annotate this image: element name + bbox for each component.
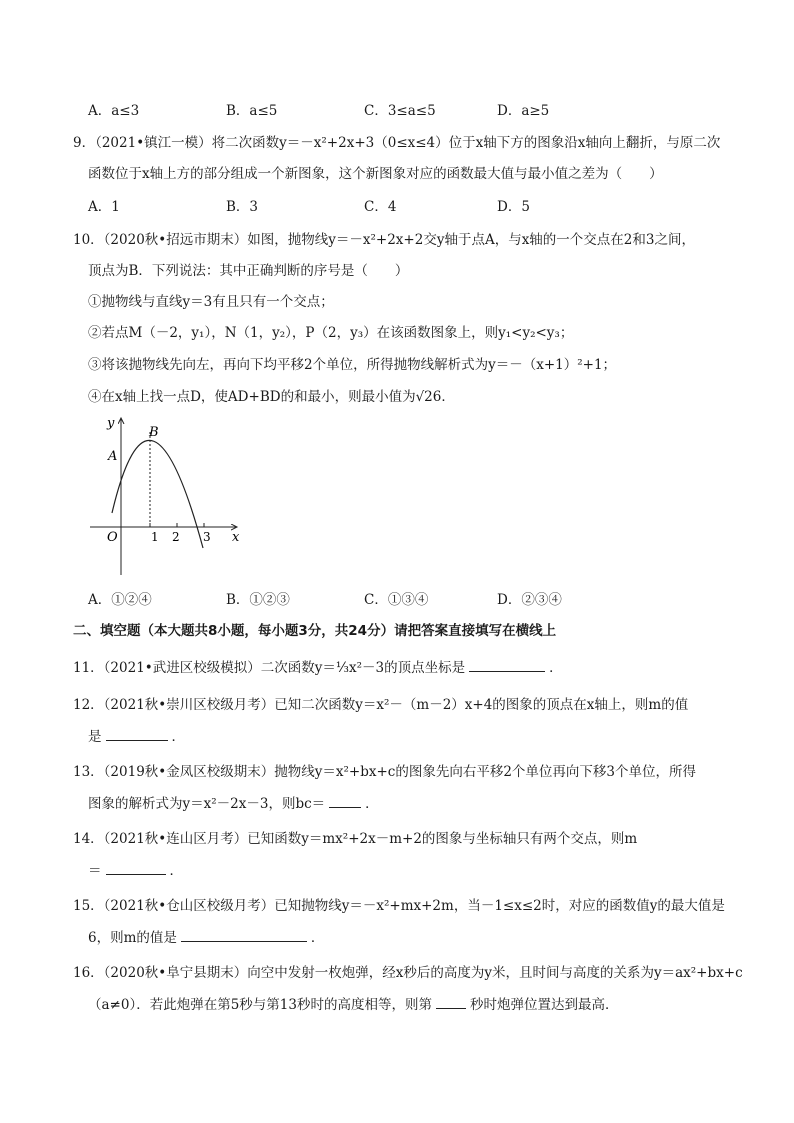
tick-label-2: 2 [172, 530, 180, 544]
q10-option-d: D．②③④ [497, 592, 562, 608]
label-y: y [107, 416, 115, 431]
q8-option-d: D．a≥5 [497, 103, 550, 119]
label-x: x [232, 530, 240, 545]
tick-label-1: 1 [151, 530, 159, 544]
q12-line2: 是 ． [88, 726, 185, 747]
q10-statement-2: ②若点M（－2，y₁），N（1，y₂），P（2，y₃）在该函数图象上，则y₁<y₂<y₃； [88, 325, 574, 341]
label-point-a: A [108, 449, 118, 464]
q9-option-a: A．1 [88, 199, 120, 215]
q9-line2: 函数位于x轴上方的部分组成一个新图象，这个新图象对应的函数最大值与最小值之差为（ ） [88, 166, 663, 182]
q10-line2: 顶点为B．下列说法：其中正确判断的序号是（ ） [88, 263, 409, 279]
q10-option-a: A．①②④ [88, 592, 152, 608]
q13-line2-text: 图象的解析式为y＝x²－2x－3，则bc＝ [88, 796, 326, 812]
tick-label-3: 3 [203, 530, 211, 544]
q10-option-b: B．①②③ [226, 592, 290, 608]
label-point-b: B [149, 425, 159, 440]
q9-option-c: C．4 [364, 199, 397, 215]
label-origin: O [107, 530, 118, 545]
q10-option-c: C．①③④ [364, 592, 429, 608]
q10-statement-4: ④在x轴上找一点D，使AD+BD的和最小，则最小值为√26． [88, 389, 455, 405]
q15-line2: 6，则m的值是 ． [88, 927, 324, 948]
q15-answer-blank [181, 927, 307, 942]
q13-answer-blank [329, 793, 361, 808]
q16-line1: 16．（2020秋•阜宁县期末）向空中发射一枚炮弹，经x秒后的高度为y米，且时间与高度的关系为y＝ax²+bx+c [73, 965, 743, 981]
q16-answer-blank [436, 994, 466, 1009]
q8-option-a: A．a≤3 [88, 103, 140, 119]
q14-line1: 14．（2021秋•连山区月考）已知函数y＝mx²+2x－m+2的图象与坐标轴只有两个交点，则m [73, 831, 638, 847]
q14-line2: ＝ ． [88, 860, 183, 881]
q11-text: 11．（2021•武进区校级模拟）二次函数y＝⅓x²－3的顶点坐标是 [73, 660, 466, 676]
q10-statement-3: ③将该抛物线先向左，再向下均平移2个单位，所得抛物线解析式为y＝－（x+1）²+1； [88, 357, 617, 373]
q11-answer-blank [469, 657, 545, 672]
q10-parabola-graph [85, 410, 245, 580]
q11-line: 11．（2021•武进区校级模拟）二次函数y＝⅓x²－3的顶点坐标是 ． [73, 657, 563, 678]
q13-line1: 13．（2019秋•金凤区校级期末）抛物线y＝x²+bx+c的图象先向右平移2个单位再向下移3个单位，所得 [73, 764, 697, 780]
q9-line1: 9．（2021•镇江一模）将二次函数y＝－x²+2x+3（0≤x≤4）位于x轴下方的图象沿x轴向上翻折，与原二次 [73, 135, 721, 151]
section-2-heading: 二、填空题（本大题共8小题，每小题3分，共24分）请把答案直接填写在横线上 [73, 623, 557, 639]
q13-line2: 图象的解析式为y＝x²－2x－3，则bc＝ ． [88, 793, 379, 814]
q15-line1: 15．（2021秋•仓山区校级月考）已知抛物线y＝－x²+mx+2m，当－1≤x≤2时，对应的函数值y的最大值是 [73, 898, 725, 914]
q12-line1: 12．（2021秋•崇川区校级月考）已知二次函数y＝x²－（m－2）x+4的图象的顶点在x轴上，则m的值 [73, 697, 689, 713]
q12-answer-blank [106, 726, 168, 741]
q15-line2-text: 6，则m的值是 [88, 930, 177, 946]
q14-line2-text: ＝ [88, 863, 102, 879]
q16-line2-tail: 秒时炮弹位置达到最高． [469, 997, 619, 1013]
q12-line2-text: 是 [88, 729, 102, 745]
q8-option-b: B．a≤5 [226, 103, 278, 119]
q10-statement-1: ①抛物线与直线y＝3有且只有一个交点； [88, 294, 334, 310]
q16-line2 [88, 994, 618, 1015]
q14-answer-blank [106, 860, 166, 875]
q9-option-d: D．5 [497, 199, 530, 215]
q9-option-b: B．3 [226, 199, 259, 215]
q16-line2-text: （a≠0）．若此炮弹在第5秒与第13秒时的高度相等，则第 [88, 997, 432, 1013]
q8-option-c: C．3≤a≤5 [364, 103, 436, 119]
q10-line1: 10．（2020秋•招远市期末）如图，抛物线y＝－x²+2x+2交y轴于点A，与x轴的一个交点在2和3之间， [73, 232, 695, 248]
